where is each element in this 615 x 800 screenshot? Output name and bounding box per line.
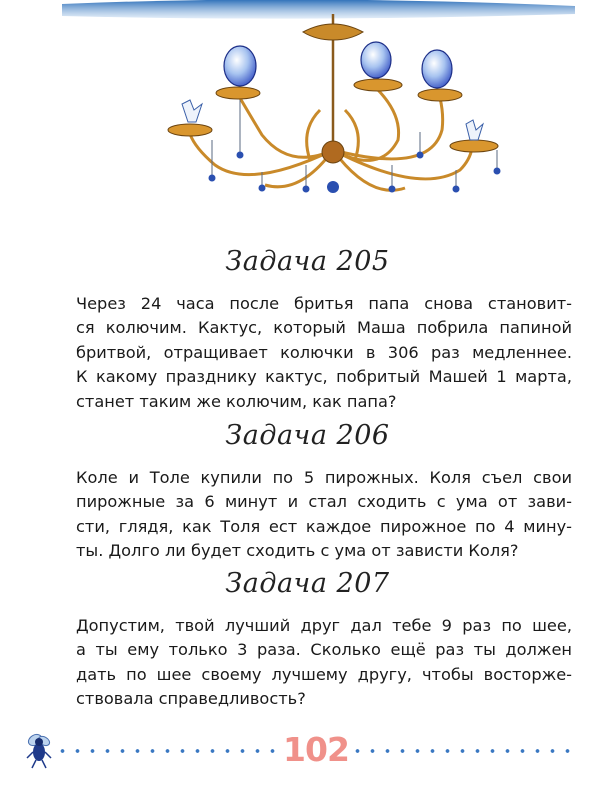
- dotted-line-left: [55, 749, 280, 753]
- problem-205-title: Задача 205: [225, 246, 390, 277]
- problem-206-text: Коле и Толе купили по 5 пирожных. Коля съел свои пирожные за 6 минут и стал сходить с ума от зави- сти, глядя, как Толя ест каждое пирожное по 4 мину- ты. Долго ли будет сходить с ума от зависти Коля?: [76, 468, 572, 561]
- page-number: 102: [283, 730, 349, 769]
- problem-207-title: Задача 207: [225, 568, 390, 599]
- problem-206-title: Задача 206: [225, 420, 390, 451]
- fly-icon: [22, 730, 56, 770]
- chandelier-illustration: [0, 0, 615, 225]
- problem-207-text: Допустим, твой лучший друг дал тебе 9 раз по шее, а ты ему только 3 раза. Сколько ещё раз ты должен дать по шее своему лучшему другу, чтобы восторже- ствовала справедливость?: [76, 616, 572, 709]
- ceiling-band: [62, 0, 575, 19]
- page-footer: [0, 728, 615, 773]
- dotted-line-right: [350, 749, 578, 753]
- problem-205-text: Через 24 часа после бритья папа снова становит- ся колючим. Кактус, который Маша побрила папиной бритвой, отращивает колючки в 306 раз медленнее. К какому празднику кактус, побритый Машей 1 марта, станет таким же колючим, как папа?: [76, 294, 572, 411]
